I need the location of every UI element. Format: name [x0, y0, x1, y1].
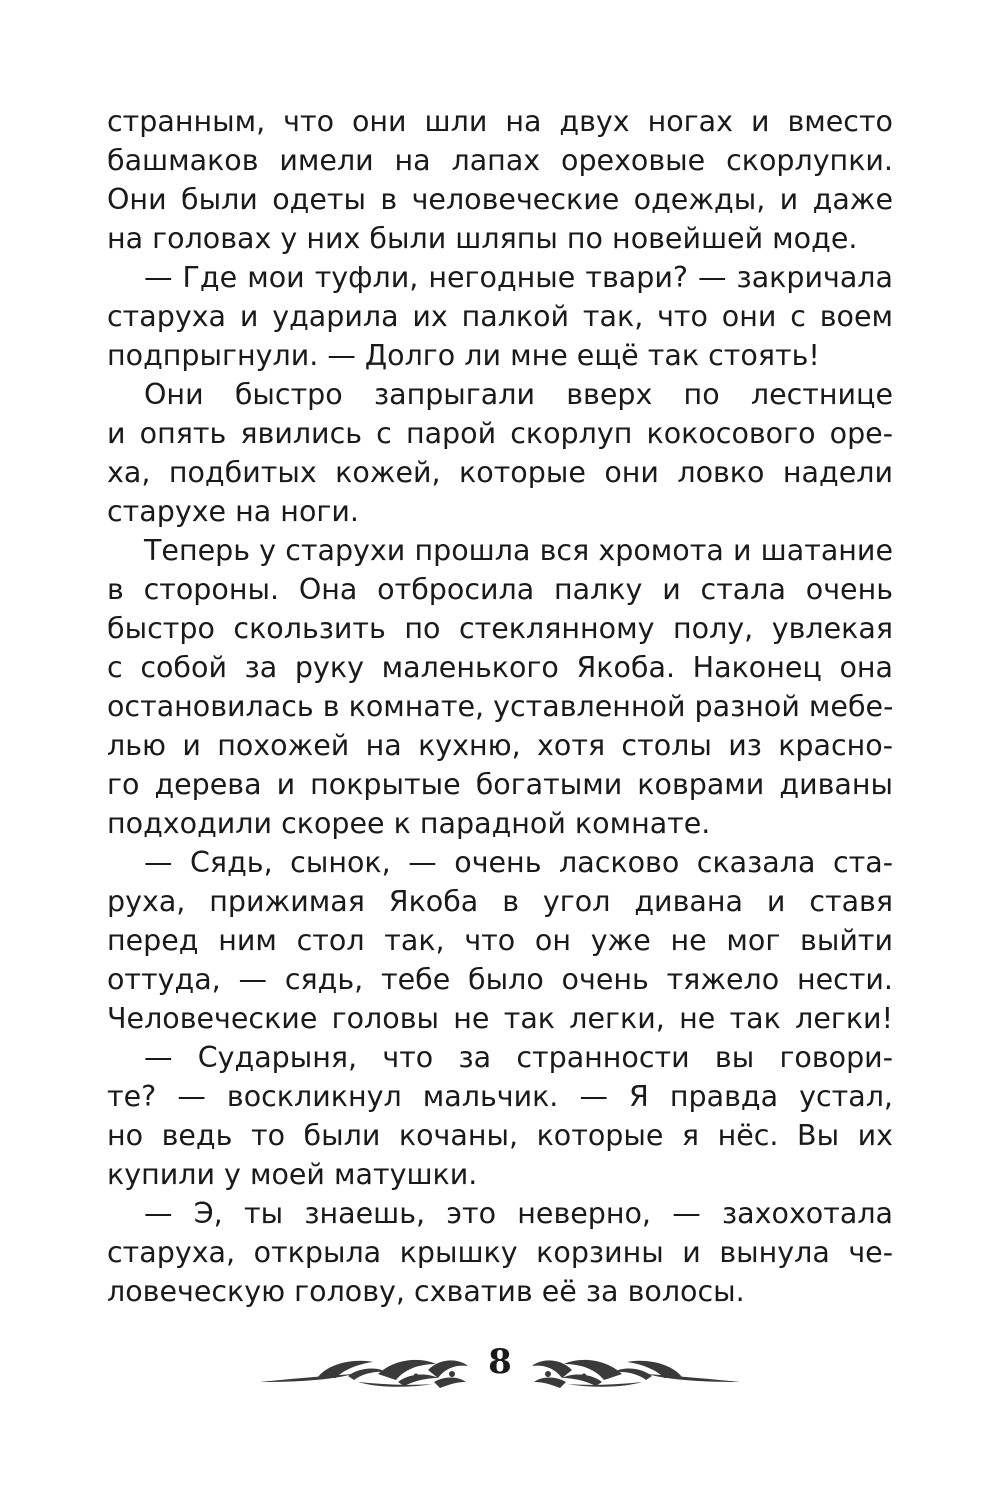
text-line: остановилась в комнате, уставленной разной мебе-	[107, 690, 894, 723]
text-line: быстро скользить по стеклянному полу, увлекая	[107, 612, 893, 645]
paragraph-5	[107, 843, 893, 1038]
text-line: старуха и ударила их палкой так, что они с воем	[107, 300, 893, 333]
page-body	[107, 102, 893, 1311]
text-line: Они были одеты в человеческие одежды, и даже	[107, 183, 893, 216]
text-line: го дерева и покрытые богатыми коврами диваны	[107, 768, 893, 801]
text-line: — Сядь, сынок, — очень ласково сказала ста-	[144, 846, 893, 879]
text-line: на головах у них были шляпы по новейшей моде.	[107, 222, 858, 255]
text-line: странным, что они шли на двух ногах и вместо	[107, 105, 893, 138]
text-line: руха, прижимая Якоба в угол дивана и ставя	[107, 885, 893, 918]
text-line: старуха, открыла крышку корзины и вынула че-	[107, 1236, 893, 1269]
page-number: 8	[488, 1342, 512, 1382]
right-ornament-icon	[530, 1352, 742, 1392]
paragraph-3	[107, 375, 893, 531]
text-line: с собой за руку маленького Якоба. Наконец она	[107, 651, 893, 684]
text-line: в стороны. Она отбросила палку и стала очень	[107, 573, 893, 606]
paragraph-1	[107, 102, 893, 258]
text-line: — Сударыня, что за странности вы говори-	[144, 1041, 893, 1074]
left-ornament-icon	[258, 1352, 470, 1392]
text-line: ха, подбитых кожей, которые они ловко надели	[107, 456, 893, 489]
text-line: те? — воскликнул мальчик. — Я правда устал,	[107, 1080, 893, 1113]
text-line: Человеческие головы не так легки, не так легки!	[107, 1002, 893, 1035]
text-line: но ведь то были кочаны, которые я нёс. Вы их	[107, 1119, 893, 1152]
paragraph-4	[107, 531, 893, 843]
text-line: старухе на ноги.	[107, 495, 359, 528]
text-line: Теперь у старухи прошла вся хромота и шатание	[144, 534, 893, 567]
text-line: лью и похожей на кухню, хотя столы из красно-	[107, 729, 893, 762]
text-line: башмаков имели на лапах ореховые скорлупки.	[107, 144, 893, 177]
text-line: ловеческую голову, схватив её за волосы.	[107, 1275, 745, 1308]
paragraph-2	[107, 258, 893, 375]
text-line: — Где мои туфли, негодные твари? — закричала	[144, 261, 893, 294]
text-line: оттуда, — сядь, тебе было очень тяжело нести.	[107, 963, 893, 996]
text-line: купили у моей матушки.	[107, 1158, 478, 1191]
text-line: подпрыгнули. — Долго ли мне ещё так стоять!	[107, 339, 820, 372]
text-line: подходили скорее к парадной комнате.	[107, 807, 711, 840]
paragraph-6	[107, 1038, 893, 1194]
paragraph-7	[107, 1194, 893, 1311]
page-footer	[0, 1340, 1000, 1400]
text-line: — Э, ты знаешь, это неверно, — захохотала	[144, 1197, 893, 1230]
text-line: перед ним стол так, что он уже не мог выйти	[107, 924, 893, 957]
text-line: и опять явились с парой скорлуп кокосового оре-	[107, 417, 893, 450]
text-line: Они быстро запрыгали вверх по лестнице	[144, 378, 893, 411]
